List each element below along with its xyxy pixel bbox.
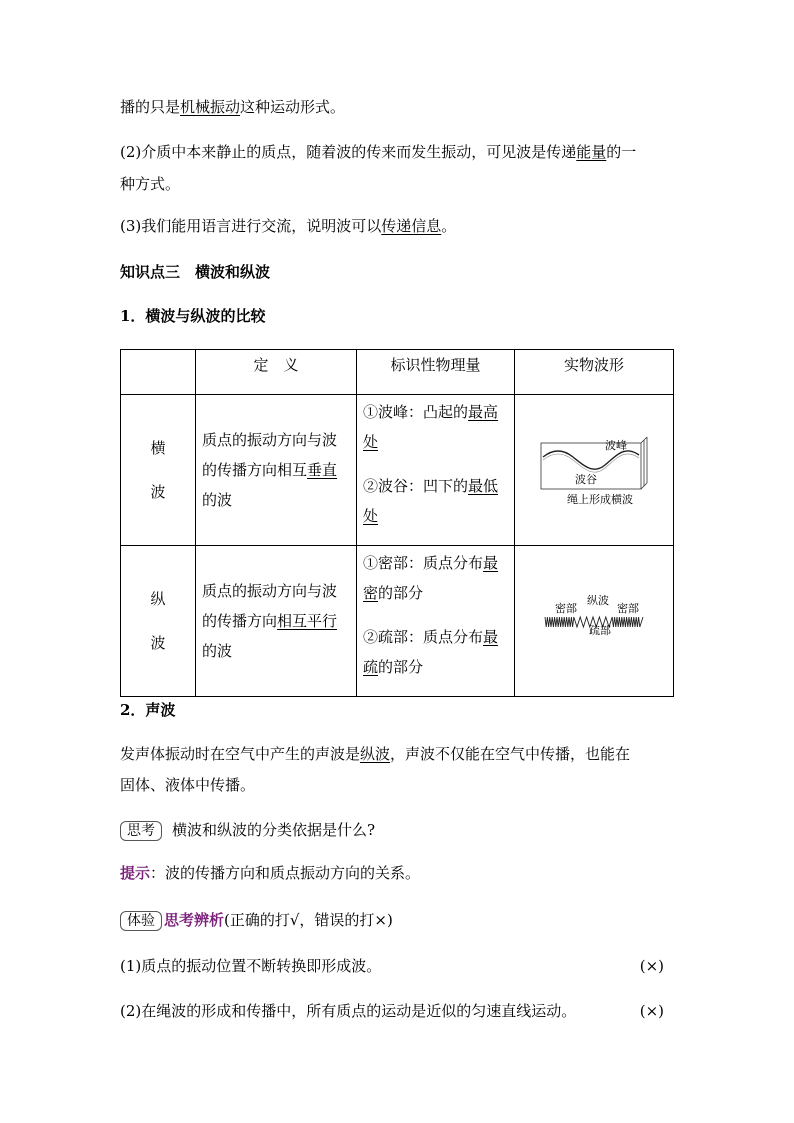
quantity-cell: ①波峰：凸起的最高 处 ②波谷：凹下的最低 处 [357, 395, 515, 546]
quantity-cell: ①密部：质点分布最 密的部分 ②疏部：质点分布最 疏的部分 [357, 546, 515, 697]
trough-label: 波谷 [575, 473, 597, 486]
think-question: 思考 横波和纵波的分类依据是什么? [120, 819, 375, 841]
table-header-row [121, 350, 674, 395]
question-1: (1)质点的振动位置不断转换即形成波。 [120, 957, 382, 975]
table-row [121, 546, 674, 697]
table-header-cell: 标识性物理量 [357, 350, 515, 395]
longitudinal-wave-image [515, 546, 674, 697]
sparse-label: 疏部 [589, 624, 611, 637]
paragraph-4-cont: 固体、液体中传播。 [120, 776, 256, 794]
paragraph-4: 发声体振动时在空气中产生的声波是纵波，声波不仅能在空气中传播，也能在 [120, 745, 631, 763]
row-name-transverse: 横 波 [121, 395, 196, 546]
transverse-wave-image [515, 395, 674, 546]
table-header-cell: 定 义 [196, 350, 357, 395]
longitudinal-wave-figure [515, 566, 674, 666]
table-header-cell: 实物波形 [515, 350, 674, 395]
experience-line: 体验 思考辨析(正确的打√，错误的打×) [120, 909, 393, 931]
question-2: (2)在绳波的形成和传播中，所有质点的运动是近似的匀速直线运动。 [120, 1002, 577, 1020]
definition-cell: 质点的振动方向与波的传播方向相互平行的波 [196, 546, 357, 697]
think-tag: 思考 [120, 821, 162, 841]
paragraph-1: 播的只是机械振动这种运动形式。 [120, 98, 346, 116]
subsection-title-1: 1．横波与纵波的比较 [120, 307, 266, 325]
answer-2: (×) [639, 1002, 664, 1020]
definition-cell: 质点的振动方向与波的传播方向相互垂直的波 [196, 395, 357, 546]
paragraph-3: (3)我们能用语言进行交流，说明波可以传递信息。 [120, 217, 457, 235]
paragraph-2: (2)介质中本来静止的质点，随着波的传来而发生振动，可见波是传递能量的一 [120, 143, 637, 161]
dense-label-left: 密部 [555, 602, 577, 615]
paragraph-2-cont: 种方式。 [120, 175, 181, 193]
transverse-wave-figure [515, 415, 674, 515]
subsection-title-2: 2．声波 [120, 701, 176, 719]
experience-tag: 体验 [120, 911, 162, 931]
wave-label: 纵波 [587, 594, 609, 607]
peak-label: 波峰 [605, 439, 627, 452]
dense-label-right: 密部 [617, 602, 639, 615]
figure-caption: 绳上形成横波 [567, 493, 633, 506]
table-header-cell [121, 350, 196, 395]
table-row [121, 395, 674, 546]
section-title: 知识点三 横波和纵波 [120, 263, 271, 281]
answer-1: (×) [639, 957, 664, 975]
hint-line: 提示：波的传播方向和质点振动方向的关系。 [120, 864, 421, 882]
row-name-longitudinal: 纵 波 [121, 546, 196, 697]
comparison-table [120, 349, 674, 697]
